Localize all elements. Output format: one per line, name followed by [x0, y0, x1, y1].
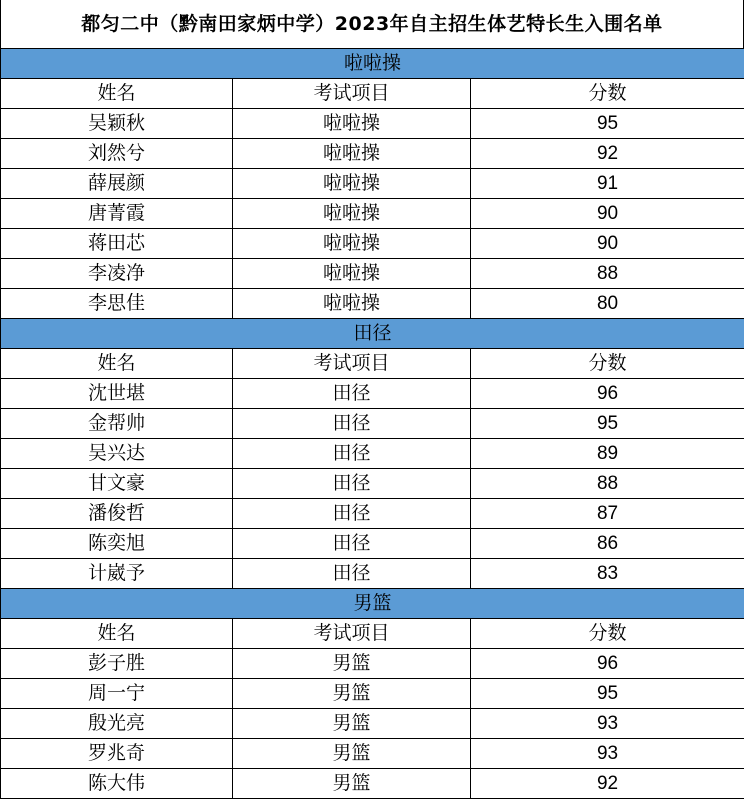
cell-event: 啦啦操: [233, 259, 471, 289]
cell-score: 95: [471, 679, 744, 709]
cell-event: 田径: [233, 529, 471, 559]
cell-name: 李凌净: [1, 259, 233, 289]
cell-score: 88: [471, 259, 744, 289]
cell-name: 罗兆奇: [1, 739, 233, 769]
column-header-row: [1, 79, 744, 109]
column-header-row: [1, 349, 744, 379]
header-score: 分数: [471, 349, 744, 379]
table-row: [1, 559, 744, 589]
cell-event: 男篮: [233, 709, 471, 739]
cell-score: 96: [471, 379, 744, 409]
column-header-row: [1, 619, 744, 649]
table-row: [1, 649, 744, 679]
roster-table: [0, 48, 744, 799]
cell-score: 91: [471, 169, 744, 199]
cell-event: 田径: [233, 409, 471, 439]
table-row: [1, 259, 744, 289]
cell-event: 男篮: [233, 769, 471, 799]
cell-event: 啦啦操: [233, 289, 471, 319]
cell-name: 彭子胜: [1, 649, 233, 679]
cell-event: 男篮: [233, 679, 471, 709]
document-title: 都匀二中（黔南田家炳中学）2023年自主招生体艺特长生入围名单: [0, 0, 744, 48]
cell-score: 90: [471, 199, 744, 229]
table-row: [1, 469, 744, 499]
cell-name: 唐菁霞: [1, 199, 233, 229]
cell-name: 李思佳: [1, 289, 233, 319]
header-name: 姓名: [1, 349, 233, 379]
cell-score: 90: [471, 229, 744, 259]
cell-event: 啦啦操: [233, 199, 471, 229]
cell-score: 93: [471, 709, 744, 739]
cell-score: 89: [471, 439, 744, 469]
table-row: [1, 439, 744, 469]
cell-name: 沈世堪: [1, 379, 233, 409]
roster-table-body: [1, 49, 744, 799]
cell-event: 田径: [233, 439, 471, 469]
section-header-row: [1, 49, 744, 79]
table-row: [1, 229, 744, 259]
header-name: 姓名: [1, 79, 233, 109]
table-row: [1, 679, 744, 709]
table-row: [1, 739, 744, 769]
table-row: [1, 109, 744, 139]
cell-score: 93: [471, 739, 744, 769]
cell-event: 啦啦操: [233, 229, 471, 259]
cell-name: 计崴予: [1, 559, 233, 589]
cell-name: 潘俊哲: [1, 499, 233, 529]
cell-event: 啦啦操: [233, 139, 471, 169]
cell-name: 蒋田芯: [1, 229, 233, 259]
table-row: [1, 199, 744, 229]
cell-event: 男篮: [233, 739, 471, 769]
header-event: 考试项目: [233, 79, 471, 109]
table-row: [1, 379, 744, 409]
cell-name: 周一宁: [1, 679, 233, 709]
cell-name: 吴兴达: [1, 439, 233, 469]
table-row: [1, 769, 744, 799]
section-header-row: [1, 319, 744, 349]
cell-name: 陈奕旭: [1, 529, 233, 559]
cell-score: 88: [471, 469, 744, 499]
cell-score: 95: [471, 409, 744, 439]
cell-score: 95: [471, 109, 744, 139]
cell-score: 80: [471, 289, 744, 319]
table-row: [1, 529, 744, 559]
header-name: 姓名: [1, 619, 233, 649]
cell-event: 啦啦操: [233, 169, 471, 199]
section-title: 田径: [1, 319, 744, 349]
cell-name: 甘文豪: [1, 469, 233, 499]
header-score: 分数: [471, 79, 744, 109]
cell-event: 啦啦操: [233, 109, 471, 139]
cell-name: 吴颖秋: [1, 109, 233, 139]
table-row: [1, 409, 744, 439]
section-title: 啦啦操: [1, 49, 744, 79]
table-row: [1, 709, 744, 739]
cell-score: 92: [471, 139, 744, 169]
header-score: 分数: [471, 619, 744, 649]
section-header-row: [1, 589, 744, 619]
cell-event: 田径: [233, 559, 471, 589]
table-row: [1, 289, 744, 319]
cell-score: 92: [471, 769, 744, 799]
cell-event: 田径: [233, 469, 471, 499]
cell-score: 96: [471, 649, 744, 679]
cell-name: 陈大伟: [1, 769, 233, 799]
header-event: 考试项目: [233, 619, 471, 649]
cell-name: 金帮帅: [1, 409, 233, 439]
cell-name: 薛展颜: [1, 169, 233, 199]
cell-score: 87: [471, 499, 744, 529]
section-title: 男篮: [1, 589, 744, 619]
cell-event: 田径: [233, 499, 471, 529]
cell-score: 83: [471, 559, 744, 589]
header-event: 考试项目: [233, 349, 471, 379]
table-row: [1, 169, 744, 199]
table-row: [1, 499, 744, 529]
cell-event: 男篮: [233, 649, 471, 679]
cell-name: 刘然兮: [1, 139, 233, 169]
cell-name: 殷光亮: [1, 709, 233, 739]
cell-event: 田径: [233, 379, 471, 409]
cell-score: 86: [471, 529, 744, 559]
table-row: [1, 139, 744, 169]
